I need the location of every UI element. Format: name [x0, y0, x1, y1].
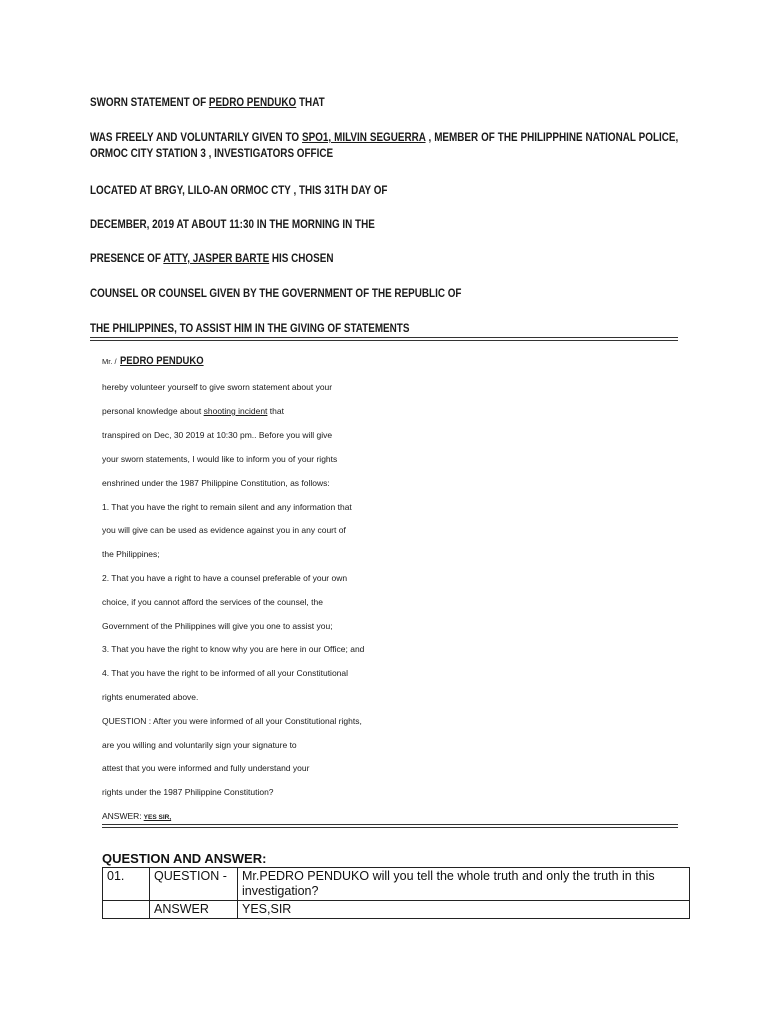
rights-answer-value: YES SIR, [143, 814, 172, 821]
counsel-name: ATTY, JASPER BARTE [163, 253, 270, 265]
rights-line: personal knowledge about shooting incident that [102, 406, 284, 416]
qa-table [102, 867, 690, 919]
qa-type: ANSWER [150, 901, 238, 919]
rights-question: QUESTION : After you were informed of all your Constitutional rights, [102, 716, 362, 726]
rights-line: the Philippines; [102, 549, 160, 559]
rights-addressee: Mr. / PEDRO PENDUKO [102, 355, 204, 367]
rights-line: enshrined under the 1987 Philippine Constitution, as follows: [102, 478, 330, 488]
rights-answer: ANSWER: YES SIR, [102, 811, 172, 821]
rights-line: are you willing and voluntarily sign your signature to [102, 740, 297, 750]
rights-line: attest that you were informed and fully understand your [102, 763, 310, 773]
header-line-1: SWORN STATEMENT OF PEDRO PENDUKO THAT [90, 97, 325, 109]
officer-name: SPO1, MILVIN SEGUERRA [302, 132, 426, 144]
header-line-4: DECEMBER, 2019 AT ABOUT 11:30 IN THE MORNING IN THE [90, 219, 375, 231]
rights-line: you will give can be used as evidence against you in any court of [102, 525, 346, 535]
rights-line: hereby volunteer yourself to give sworn statement about your [102, 382, 333, 392]
qa-type: QUESTION - [150, 868, 238, 901]
double-rule-top [90, 337, 678, 341]
rights-line: choice, if you cannot afford the services of the counsel, the [102, 597, 323, 607]
rights-line: 2. That you have a right to have a counsel preferable of your own [102, 573, 348, 583]
rights-line: Government of the Philippines will give you one to assist you; [102, 621, 333, 631]
header-line-3: LOCATED AT BRGY, LILO-AN ORMOC CTY , THIS 31TH DAY OF [90, 185, 388, 197]
header-line-2: WAS FREELY AND VOLUNTARILY GIVEN TO SPO1, MILVIN SEGUERRA , MEMBER OF THE PHILIPPHINE NATIONAL POLICE, ORMOC CITY STATION 3 , INVESTIGATORS OFFICE [90, 132, 679, 160]
rights-line: 1. That you have the right to remain silent and any information that [102, 502, 352, 512]
qa-title: QUESTION AND ANSWER: [102, 851, 267, 866]
qa-number [103, 901, 150, 919]
table-row [103, 868, 690, 901]
addressee-name: PEDRO PENDUKO [119, 355, 204, 367]
qa-number: 01. [103, 868, 150, 901]
rights-line: 3. That you have the right to know why you are here in our Office; and [102, 644, 365, 654]
header-line-5: PRESENCE OF ATTY, JASPER BARTE HIS CHOSEN [90, 253, 334, 265]
rights-line: your sworn statements, I would like to inform you of your rights [102, 454, 338, 464]
header-line-7: THE PHILIPPINES, TO ASSIST HIM IN THE GIVING OF STATEMENTS [90, 323, 410, 335]
double-rule-bottom [102, 824, 678, 828]
rights-line: rights under the 1987 Philippine Constitution? [102, 787, 274, 797]
rights-line: 4. That you have the right to be informed of all your Constitutional [102, 668, 349, 678]
table-row [103, 901, 690, 919]
qa-text: YES,SIR [238, 901, 690, 919]
incident-type: shooting incident [203, 406, 268, 416]
header-line-6: COUNSEL OR COUNSEL GIVEN BY THE GOVERNMENT OF THE REPUBLIC OF [90, 288, 462, 300]
qa-text: Mr.PEDRO PENDUKO will you tell the whole truth and only the truth in this investigation? [238, 868, 690, 901]
deponent-name: PEDRO PENDUKO [208, 97, 297, 109]
rights-line: transpired on Dec, 30 2019 at 10:30 pm.. Before you will give [102, 430, 333, 440]
rights-line: rights enumerated above. [102, 692, 199, 702]
